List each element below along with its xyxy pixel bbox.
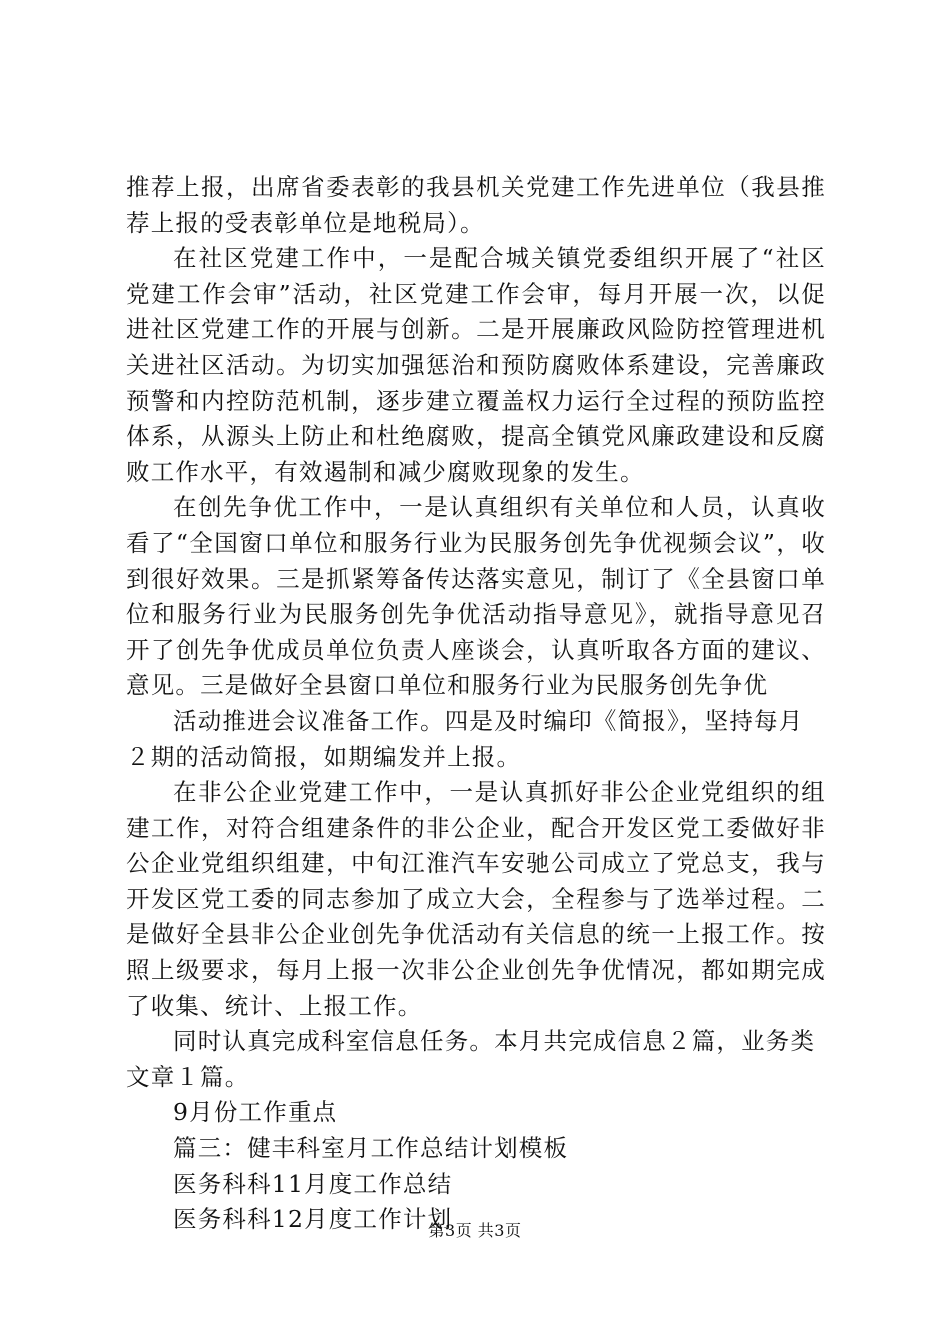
paragraph-excellence-competition: 在创先争优工作中，一是认真组织有关单位和人员，认真收看了“全国窗口单位和服务行业为民服务创先争优视频会议”，收到很好效果。三是抓紧筹备传达落实意见，制订了《全县窗口单位和服务行业为民服务创先争优活动指导意见》，就指导意见召开了创先争优成员单位负责人座谈会，认真听取各方面的建议、意见。三是做好全县窗口单位和服务行业为民服务创先争优: [126, 493, 826, 700]
page-number-footer: 第3页 共3页: [428, 1221, 522, 1240]
heading-part-three: 篇三：健丰科室月工作总结计划模板: [173, 1134, 569, 1163]
heading-december-plan: 医务科科12月度工作计划: [173, 1205, 453, 1234]
paragraph-continuation: 推荐上报，出席省委表彰的我县机关党建工作先进单位（我县推荐上报的受表彰单位是地税局）。: [126, 173, 826, 237]
paragraph-information-tasks: 同时认真完成科室信息任务。本月共完成信息２篇，业务类文章１篇。: [126, 1027, 816, 1091]
heading-november-summary: 医务科科11月度工作总结: [173, 1169, 453, 1198]
paragraph-community-party-building: 在社区党建工作中，一是配合城关镇党委组织开展了“社区党建工作会审”活动，社区党建工作会审，每月开展一次，以促进社区党建工作的开展与创新。二是开展廉政风险防控管理进机关进社区活动。为切实加强惩治和预防腐败体系建设，完善廉政预警和内控防范机制，逐步建立覆盖权力运行全过程的预防监控体系，从源头上防止和杜绝腐败，提高全镇党风廉政建设和反腐败工作水平，有效遏制和减少腐败现象的发生。: [126, 244, 826, 486]
paragraph-non-public-enterprise: 在非公企业党建工作中，一是认真抓好非公企业党组织的组建工作，对符合组建条件的非公企业，配合开发区党工委做好非公企业党组织组建，中旬江淮汽车安驰公司成立了党总支，我与开发区党工委的同志参加了成立大会，全程参与了选举过程。二是做好全县非公企业创先争优活动有关信息的统一上报工作。按照上级要求，每月上报一次非公企业创先争优情况，都如期完成了收集、统计、上报工作。: [126, 778, 826, 1020]
paragraph-briefing: 活动推进会议准备工作。四是及时编印《简报》，坚持每月２期的活动简报，如期编发并上报。: [126, 706, 804, 771]
heading-september-focus: 9月份工作重点: [173, 1098, 338, 1127]
document-body: [126, 170, 826, 1238]
